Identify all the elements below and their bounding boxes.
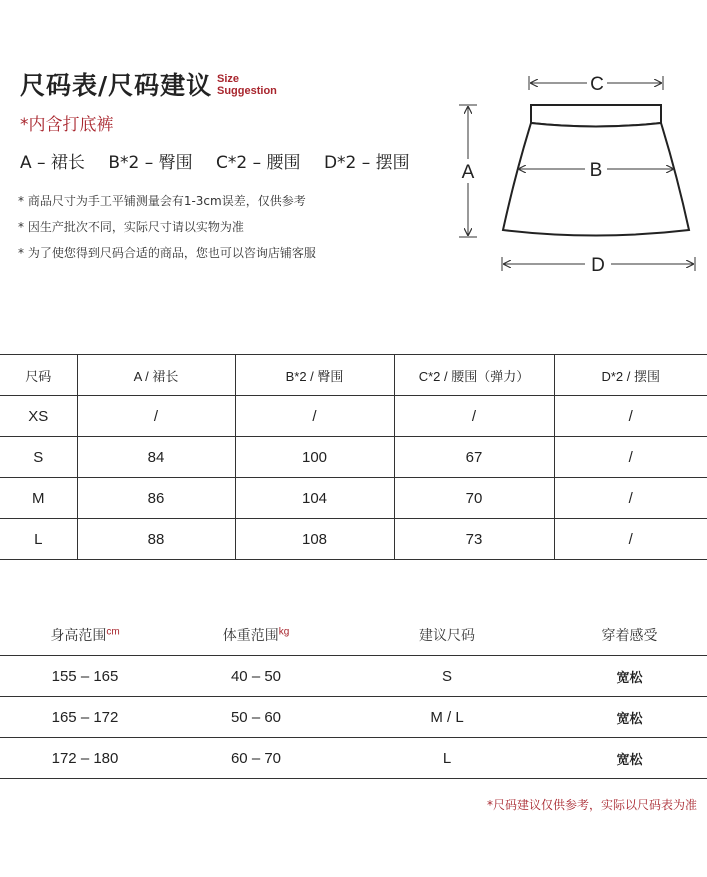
cell: / bbox=[77, 396, 235, 437]
cell: 86 bbox=[77, 478, 235, 519]
header-weight-label: 体重范围 bbox=[222, 626, 279, 643]
unit-cm: cm bbox=[106, 625, 120, 637]
label-c: C bbox=[590, 74, 604, 95]
size-suggestion-table bbox=[0, 614, 707, 779]
cell: 50 – 60 bbox=[170, 697, 342, 738]
table-row bbox=[0, 656, 707, 697]
header-length: A / 裙长 bbox=[77, 355, 235, 396]
legend-d: D*2 – 摆围 bbox=[323, 153, 410, 173]
cell: 60 – 70 bbox=[170, 738, 342, 779]
cell: / bbox=[554, 519, 707, 560]
header-hip: B*2 / 臀围 bbox=[235, 355, 394, 396]
cell: 165 – 172 bbox=[0, 697, 170, 738]
note-item: * 为了使您得到尺码合适的商品，您也可以咨询店铺客服 bbox=[18, 246, 316, 260]
cell: 84 bbox=[77, 437, 235, 478]
cell: / bbox=[394, 396, 554, 437]
label-b: B bbox=[589, 160, 603, 181]
cell: 172 – 180 bbox=[0, 738, 170, 779]
cell: 100 bbox=[235, 437, 394, 478]
measurement-legend bbox=[20, 148, 428, 173]
cell: 104 bbox=[235, 478, 394, 519]
label-a: A bbox=[461, 162, 475, 183]
cell: S bbox=[342, 656, 552, 697]
cell: 40 – 50 bbox=[170, 656, 342, 697]
cell: M / L bbox=[342, 697, 552, 738]
page-title: 尺码表/尺码建议 bbox=[20, 71, 213, 100]
table-row bbox=[0, 437, 707, 478]
table-row bbox=[0, 396, 707, 437]
cell: / bbox=[554, 437, 707, 478]
cell: S bbox=[0, 437, 77, 478]
cell: / bbox=[554, 396, 707, 437]
dimension-d bbox=[502, 255, 695, 276]
cell: L bbox=[0, 519, 77, 560]
header-height bbox=[0, 614, 170, 656]
cell: XS bbox=[0, 396, 77, 437]
note-item: * 商品尺寸为手工平铺测量会有1-3cm误差，仅供参考 bbox=[18, 194, 306, 208]
table-row bbox=[0, 519, 707, 560]
cell: 73 bbox=[394, 519, 554, 560]
cell: 宽松 bbox=[552, 697, 707, 738]
legend-a: A – 裙长 bbox=[20, 153, 85, 173]
waistband-shape bbox=[531, 105, 661, 127]
header-size: 尺码 bbox=[0, 355, 77, 396]
header-fit: 穿着感受 bbox=[552, 614, 707, 656]
cell: M bbox=[0, 478, 77, 519]
dimension-a bbox=[459, 105, 477, 237]
cell: / bbox=[554, 478, 707, 519]
legend-b: B*2 – 臀围 bbox=[108, 153, 193, 173]
suggest-table-header bbox=[0, 614, 707, 656]
size-table bbox=[0, 354, 707, 560]
title-en-size: Size bbox=[217, 73, 240, 85]
cell: / bbox=[235, 396, 394, 437]
cell: 88 bbox=[77, 519, 235, 560]
subtitle-note: *内含打底裤 bbox=[20, 115, 114, 135]
table-row bbox=[0, 697, 707, 738]
skirt-diagram bbox=[455, 65, 705, 280]
cell: L bbox=[342, 738, 552, 779]
label-d: D bbox=[591, 255, 605, 276]
table-row bbox=[0, 478, 707, 519]
cell: 155 – 165 bbox=[0, 656, 170, 697]
cell: 108 bbox=[235, 519, 394, 560]
size-table-header bbox=[0, 355, 707, 396]
note-item: * 因生产批次不同，实际尺寸请以实物为准 bbox=[18, 220, 244, 234]
cell: 宽松 bbox=[552, 656, 707, 697]
dimension-c bbox=[529, 74, 663, 95]
cell: 宽松 bbox=[552, 738, 707, 779]
header-suggested-size: 建议尺码 bbox=[342, 614, 552, 656]
cell: 70 bbox=[394, 478, 554, 519]
table-row bbox=[0, 738, 707, 779]
header-height-label: 身高范围 bbox=[50, 626, 107, 643]
page-title-en bbox=[217, 73, 277, 97]
footnote: *尺码建议仅供参考，实际以尺码表为准 bbox=[486, 798, 697, 812]
header-waist: C*2 / 腰围（弹力） bbox=[394, 355, 554, 396]
legend-c: C*2 – 腰围 bbox=[216, 153, 301, 173]
header-hem: D*2 / 摆围 bbox=[554, 355, 707, 396]
cell: 67 bbox=[394, 437, 554, 478]
header-weight bbox=[170, 614, 342, 656]
unit-kg: kg bbox=[278, 625, 290, 637]
title-en-suggestion: Suggestion bbox=[217, 85, 277, 97]
